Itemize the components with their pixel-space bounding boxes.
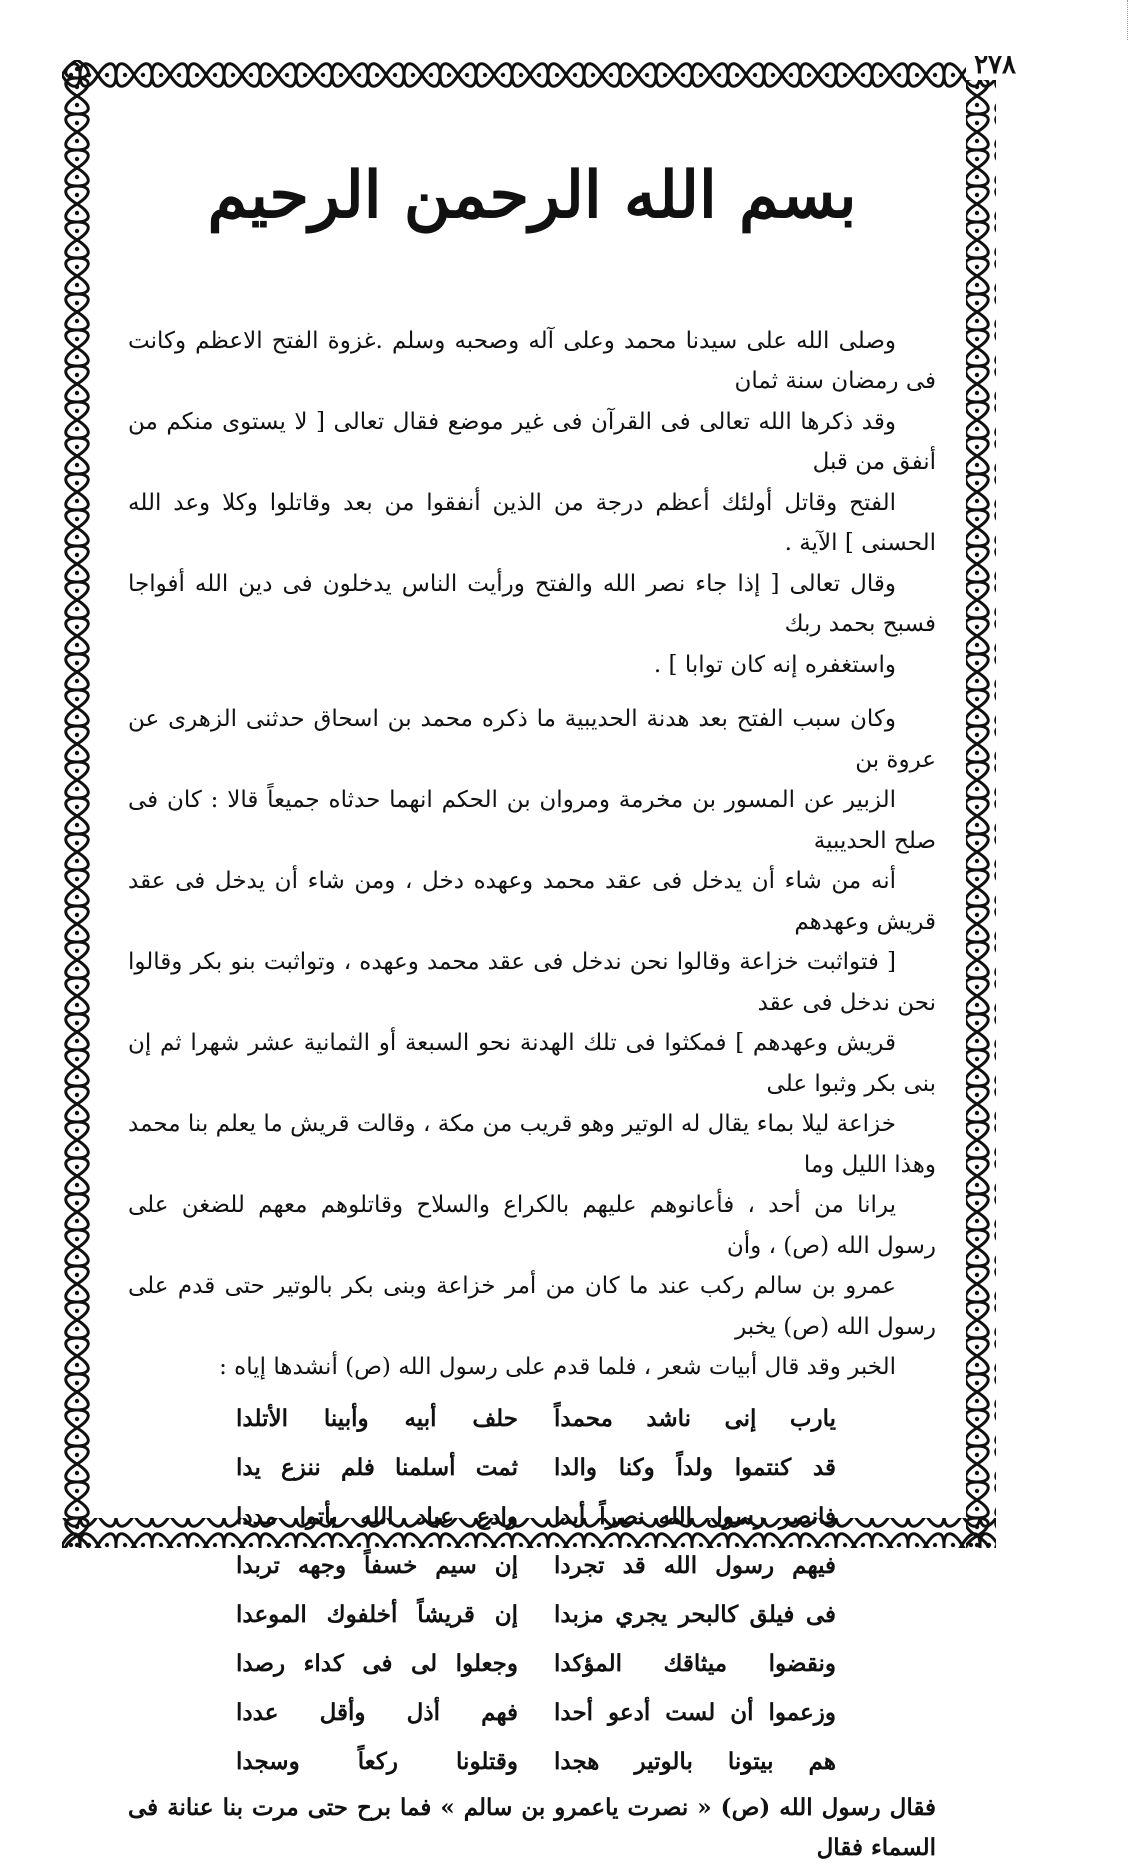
poem-second-hemistich: وقتلونا ركعاً وسجدا bbox=[236, 1747, 518, 1775]
text-line: الفتح وقاتل أولئك أعظم درجة من الذين أنفقوا من بعد وقاتلوا وكلا وعد الله الحسنى ] الآية . bbox=[128, 489, 936, 557]
poem-second-hemistich: وجعلوا لى فى كداء رصدا bbox=[236, 1649, 518, 1677]
page-edge-mark bbox=[1125, 0, 1128, 40]
text-line: وصلى الله على سيدنا محمد وعلى آله وصحبه وسلم .غزوة الفتح الاعظم وكانت فى رمضان سنة ثمان bbox=[128, 327, 936, 395]
poem-verse bbox=[236, 1541, 836, 1590]
poem-verse bbox=[236, 1492, 836, 1541]
poem-first-hemistich: فانصر رسول الله نصراً أبدا bbox=[554, 1502, 836, 1530]
poem-verse bbox=[236, 1443, 836, 1492]
poem-verse bbox=[236, 1590, 836, 1639]
poem-first-hemistich: يارب إنى ناشد محمداً bbox=[554, 1404, 836, 1432]
text-line: وقال تعالى [ إذا جاء نصر الله والفتح ورأيت الناس يدخلون فى دين الله أفواجا فسبح بحمد ربك bbox=[128, 570, 936, 638]
poem-first-hemistich: فى فيلق كالبحر يجري مزبدا bbox=[554, 1600, 836, 1628]
text-line: يرانا من أحد ، فأعانوهم عليهم بالكراع والسلاح وقاتلوهم معهم للضغن على رسول الله (ص) ، وأن bbox=[128, 1192, 936, 1259]
border-right bbox=[966, 60, 996, 1548]
text-line: وكان سبب الفتح بعد هدنة الحديبية ما ذكره محمد بن اسحاق حدثنى الزهرى عن عروة بن bbox=[128, 706, 936, 773]
text-line: خزاعة ليلا بماء يقال له الوتير وهو قريب من مكة ، وقالت قريش ما يعلم بنا محمد وهذا الليل وما bbox=[128, 1111, 936, 1178]
text-line: عمرو بن سالم ركب عند ما كان من أمر خزاعة وبنى بكر بالوتير حتى قدم على رسول الله (ص) يخبر bbox=[128, 1273, 936, 1340]
poem-first-hemistich: فيهم رسول الله قد تجردا bbox=[554, 1551, 836, 1579]
basmala-heading: بسم الله الرحمن الرحيم bbox=[207, 158, 857, 233]
text-line: أنه من شاء أن يدخل فى عقد محمد وعهده دخل ، ومن شاء أن يدخل فى عقد قريش وعهدهم bbox=[128, 868, 936, 935]
closing-line: فقال رسول الله (ص) « نصرت ياعمرو بن سالم » فما برح حتى مرت بنا عنانة فى السماء فقال bbox=[128, 1793, 936, 1861]
poem-first-hemistich: ونقضوا ميثاقك المؤكدا bbox=[554, 1649, 836, 1677]
poem-second-hemistich: إن قريشاً أخلفوك الموعدا bbox=[236, 1600, 518, 1628]
paragraph-2 bbox=[128, 699, 936, 1388]
poem-second-hemistich: حلف أبيه وأبينا الأتلدا bbox=[236, 1404, 518, 1432]
text-line: واستغفره إنه كان توابا ] . bbox=[653, 651, 896, 678]
text-line: قريش وعهدهم ] فمكثوا فى تلك الهدنة نحو السبعة أو الثمانية عشر شهرا ثم إن بنى بكر وثبوا على bbox=[128, 1030, 936, 1097]
poem-first-hemistich: قد كنتموا ولداً وكنا والدا bbox=[554, 1453, 836, 1481]
poem-second-hemistich: وادع عباد الله يأتوا مددا bbox=[236, 1502, 518, 1530]
poem-verse bbox=[236, 1688, 836, 1737]
border-left bbox=[62, 60, 92, 1548]
poem-first-hemistich: هم بيتونا بالوتير هجدا bbox=[554, 1747, 836, 1775]
poem-second-hemistich: فهم أذل وأقل عددا bbox=[236, 1698, 518, 1726]
page-number: ٢٧٨ bbox=[966, 50, 1024, 80]
text-line: الزبير عن المسور بن مخرمة ومروان بن الحكم انهما حدثاه جميعاً قالا : كان فى صلح الحديبية bbox=[128, 787, 936, 854]
text-line: [ فتواثبت خزاعة وقالوا نحن ندخل فى عقد محمد وعهده ، وتواثبت بنو بكر وقالوا نحن ندخل فى عقد bbox=[128, 949, 936, 1016]
poem-second-hemistich: ثمت أسلمنا فلم ننزع يدا bbox=[236, 1453, 518, 1481]
poem-verse bbox=[236, 1639, 836, 1688]
border-top bbox=[62, 60, 996, 90]
text-line: وقد ذكرها الله تعالى فى القرآن فى غير موضع فقال تعالى [ لا يستوى منكم من أنفق من قبل bbox=[128, 408, 936, 476]
poem-verse bbox=[236, 1737, 836, 1786]
page-body bbox=[128, 150, 936, 1868]
poem-first-hemistich: وزعموا أن لست أدعو أحدا bbox=[554, 1698, 836, 1726]
poem bbox=[236, 1394, 836, 1786]
paragraph-1 bbox=[128, 321, 936, 686]
poem-verse bbox=[236, 1394, 836, 1443]
poem-second-hemistich: إن سيم خسفاً وجهه تربدا bbox=[236, 1551, 518, 1579]
text-line: الخبر وقد قال أبيات شعر ، فلما قدم على رسول الله (ص) أنشدها إياه : bbox=[219, 1354, 896, 1381]
